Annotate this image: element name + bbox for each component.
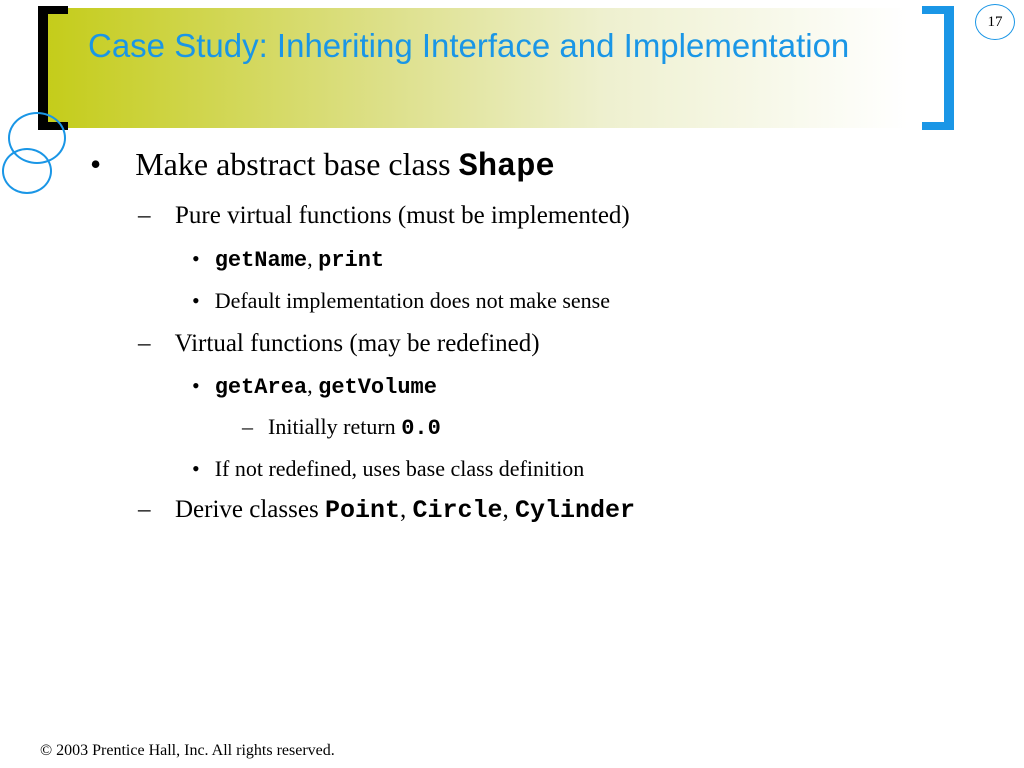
code-getarea: getArea bbox=[214, 375, 308, 400]
list-item-level1 bbox=[90, 146, 555, 185]
code-getname: getName bbox=[214, 248, 308, 273]
bullet-marker: • bbox=[90, 146, 102, 182]
bullet-marker: • bbox=[192, 373, 200, 398]
copyright-footer: © 2003 Prentice Hall, Inc. All rights reserved. bbox=[40, 742, 335, 759]
ring-decoration-bottom bbox=[2, 148, 52, 194]
list-item-level3 bbox=[192, 246, 384, 273]
bullet-marker: • bbox=[192, 456, 200, 481]
list-item-text: Initially return bbox=[268, 414, 402, 439]
code-cylinder: Cylinder bbox=[514, 496, 636, 525]
separator: , bbox=[307, 373, 319, 398]
code-getvolume: getVolume bbox=[318, 375, 437, 400]
code-shape: Shape bbox=[458, 148, 555, 185]
dash-marker: – bbox=[242, 414, 253, 439]
code-print: print bbox=[318, 248, 385, 273]
list-item-level3 bbox=[192, 288, 610, 314]
list-item-level3 bbox=[192, 373, 437, 400]
list-item-text: Make abstract base class bbox=[135, 146, 459, 182]
list-item-text: If not redefined, uses base class definition bbox=[214, 456, 585, 481]
list-item-level4 bbox=[242, 414, 441, 441]
list-item-level2 bbox=[138, 496, 635, 525]
slide-number-text: 17 bbox=[987, 13, 1003, 30]
separator: , bbox=[399, 496, 413, 523]
separator: , bbox=[502, 496, 515, 523]
slide-title: Case Study: Inheriting Interface and Implementation bbox=[88, 27, 850, 64]
bullet-marker: • bbox=[192, 246, 200, 271]
dash-marker: – bbox=[138, 496, 151, 523]
list-item-level2 bbox=[138, 202, 630, 230]
separator: , bbox=[307, 246, 319, 271]
code-point: Point bbox=[324, 496, 400, 525]
list-item-text: Virtual functions (may be redefined) bbox=[174, 330, 540, 357]
list-item-text: Default implementation does not make sense bbox=[214, 288, 610, 313]
code-circle: Circle bbox=[412, 496, 503, 525]
bullet-marker: • bbox=[192, 288, 200, 313]
list-item-text: Derive classes bbox=[175, 496, 325, 523]
dash-marker: – bbox=[138, 330, 151, 357]
code-zero: 0.0 bbox=[401, 416, 441, 441]
list-item-level2 bbox=[138, 330, 540, 358]
slide-number bbox=[975, 4, 1015, 40]
dash-marker: – bbox=[138, 202, 151, 229]
list-item-level3 bbox=[192, 456, 584, 482]
list-item-text: Pure virtual functions (must be implemented) bbox=[175, 202, 630, 229]
